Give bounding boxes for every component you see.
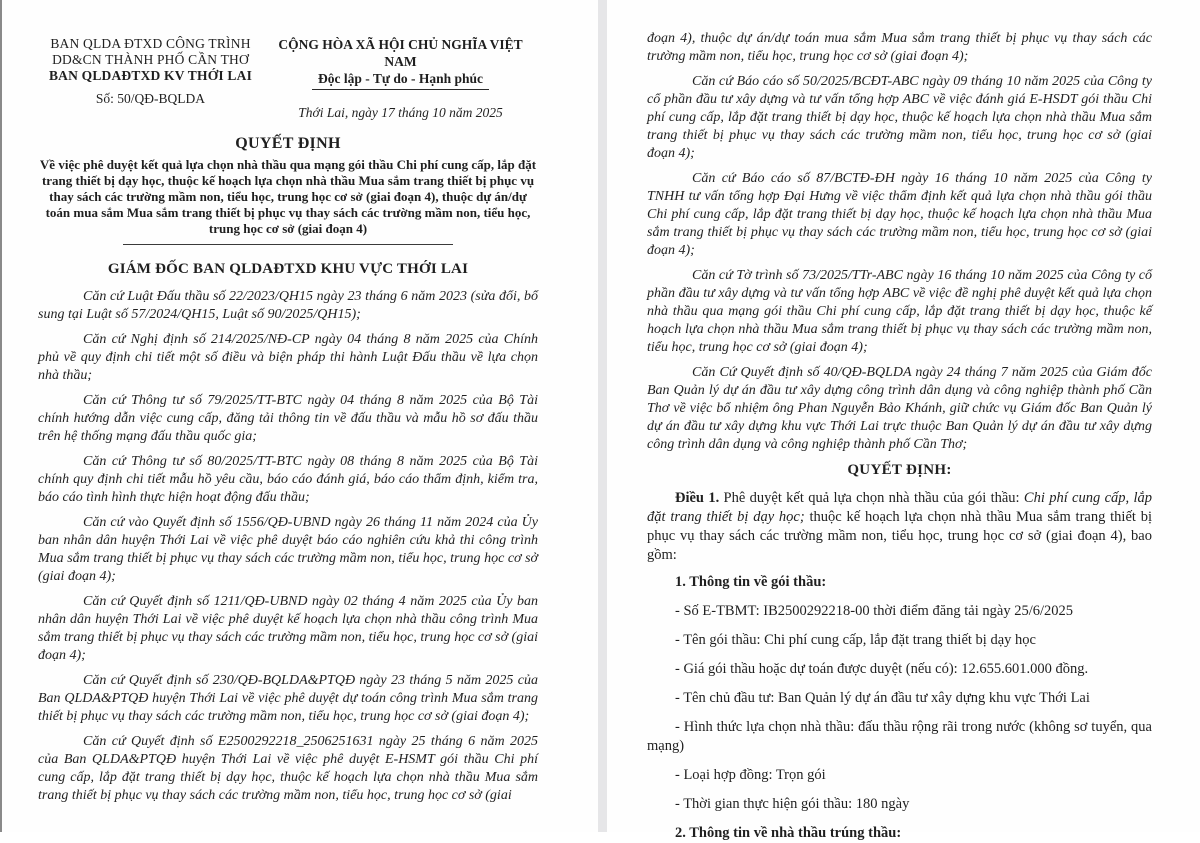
decision-heading: QUYẾT ĐỊNH: xyxy=(847,462,952,478)
package-info-item: - Số E-TBMT: IB2500292218-00 thời điểm đăng tải ngày 25/6/2025 xyxy=(675,603,1074,619)
recital-paragraph: Căn cứ Báo cáo số 87/BCTĐ-ĐH ngày 16 tháng 10 năm 2025 của Công ty TNHH tư vấn tổng hợp Đại Hưng về việc thẩm định kết quả lựa chọn nhà thầu gói thầu Chi phí cung cấp, lắp đặt trang thiết bị dạy học, thuộc kế hoạch lựa chọn nhà thầu Mua sắm trang thiết bị phục vụ thay sách các trường mầm non, tiểu học, trung học cơ sở (giai đoạn 4); xyxy=(647,171,1152,258)
national-motto: Độc lập - Tự do - Hạnh phúc xyxy=(312,71,489,90)
recital-paragraph: Căn cứ Quyết định số 230/QĐ-BQLDA&PTQĐ ngày 23 tháng 5 năm 2025 của Ban QLDA&PTQĐ huyện Thới Lai về việc phê duyệt dự toán công trình Mua sắm trang thiết bị phục vụ thay sách các trường mầm non, tiểu học, trung học cơ sở (giai đoạn 4); xyxy=(38,673,538,724)
recital-paragraph: Căn Cứ Quyết định số 40/QĐ-BQLDA ngày 24 tháng 7 năm 2025 của Giám đốc Ban Quản lý dự án đầu tư xây dựng công trình dân dụng và công nghiệp thành phố Cần Thơ về việc bổ nhiệm ông Phan Nguyễn Bảo Khánh, giữ chức vụ Giám đốc Ban Quản lý dự án đầu tư xây dựng khu vực Thới Lai trực thuộc Ban Quản lý dự án đầu tư xây dựng công trình dân dụng và công nghiệp thành phố Cần Thơ; xyxy=(647,365,1152,452)
place-and-date: Thới Lai, ngày 17 tháng 10 năm 2025 xyxy=(298,105,503,120)
org-line-2: DD&CN THÀNH PHỐ CẦN THƠ xyxy=(52,52,249,67)
package-info-item: - Giá gói thầu hoặc dự toán được duyệt (nếu có): 12.655.601.000 đồng. xyxy=(675,661,1089,677)
article-1-label: Điều 1. xyxy=(675,490,720,506)
issuing-org-block xyxy=(38,36,263,121)
section-1-heading: 1. Thông tin về gói thầu: xyxy=(675,574,827,590)
article-1-package-name: Chi phí cung cấp, lắp đặt trang thiết bị dạy học; xyxy=(647,490,1152,525)
package-info-list xyxy=(647,602,1152,814)
recital-paragraph: Căn cứ Quyết định số E2500292218_2506251631 ngày 25 tháng 6 năm 2025 của Ban QLDA&PTQĐ huyện Thới Lai về việc phê duyệt E-HSMT gói thầu Chi phí cung cấp, lắp đặt trang thiết bị dạy học, thuộc kế hoạch lựa chọn nhà thầu Mua sắm trang thiết bị phục vụ thay sách các trường mầm non, tiểu học, trung học cơ sở (giai xyxy=(38,734,538,803)
org-line-3: BAN QLDAĐTXD KV THỚI LAI xyxy=(48,68,253,83)
subtitle-rule xyxy=(123,244,453,245)
document-header xyxy=(38,36,538,121)
issuing-authority-heading: GIÁM ĐỐC BAN QLDAĐTXD KHU VỰC THỚI LAI xyxy=(107,261,469,277)
package-info-item: - Hình thức lựa chọn nhà thầu: đấu thầu rộng rãi trong nước (không sơ tuyển, qua mạng) xyxy=(647,719,1152,754)
article-1-text-after: thuộc kế hoạch lựa chọn nhà thầu Mua sắm trang thiết bị phục vụ thay sách các trường mầm non, tiểu học, trung học cơ sở (giai đoạn 4), bao gồm: xyxy=(647,509,1152,563)
left-recitals xyxy=(38,288,538,805)
article-1-text-before: Phê duyệt kết quả lựa chọn nhà thầu của gói thầu: xyxy=(719,490,1024,506)
document-number: Số: 50/QĐ-BQLDA xyxy=(95,91,206,106)
package-info-item: - Tên chủ đầu tư: Ban Quản lý dự án đầu tư xây dựng khu vực Thới Lai xyxy=(675,690,1090,706)
package-info-item: - Tên gói thầu: Chi phí cung cấp, lắp đặt trang thiết bị dạy học xyxy=(675,632,1036,648)
recital-paragraph: Căn cứ Thông tư số 80/2025/TT-BTC ngày 08 tháng 8 năm 2025 của Bộ Tài chính quy định chi tiết mẫu hồ yêu cầu, báo cáo đánh giá, báo cáo thẩm định, kiểm tra, báo cáo tình hình thực hiện hoạt động đấu thầu; xyxy=(38,454,538,505)
page-gutter xyxy=(598,0,607,832)
article-1-paragraph xyxy=(647,489,1152,565)
recital-paragraph: Căn cứ Thông tư số 79/2025/TT-BTC ngày 04 tháng 8 năm 2025 của Bộ Tài chính hướng dẫn việc cung cấp, đăng tải thông tin về đấu thầu và mẫu hồ sơ đấu thầu trên hệ thống mạng đấu thầu quốc gia; xyxy=(38,393,538,444)
recital-paragraph: Căn cứ Quyết định số 1211/QĐ-UBND ngày 02 tháng 4 năm 2025 của Ủy ban nhân dân huyện Thới Lai về việc phê duyệt kế hoạch lựa chọn nhà thầu công trình Mua sắm trang thiết bị phục vụ thay sách các trường mầm non, tiểu học, trung học cơ sở (giai đoạn 4); xyxy=(38,594,538,663)
national-header-block xyxy=(263,36,538,121)
document-subtitle: Về việc phê duyệt kết quả lựa chọn nhà thầu qua mạng gói thầu Chi phí cung cấp, lắp đặt trang thiết bị dạy học, thuộc kế hoạch lựa chọn nhà thầu Mua sắm trang thiết bị phục vụ thay sách các trường mầm non, tiểu học, trung học cơ sở (giai đoạn 4), thuộc dự án/dự toán mua sắm Mua sắm trang thiết bị phục vụ thay sách các trường mầm non, tiểu học, trung học cơ sở (giai đoạn 4) xyxy=(39,157,537,236)
recital-continuation: đoạn 4), thuộc dự án/dự toán mua sắm Mua sắm trang thiết bị phục vụ thay sách các trường mầm non, tiểu học, trung học cơ sở (giai đoạn 4); xyxy=(647,31,1152,64)
package-info-item: - Loại hợp đồng: Trọn gói xyxy=(675,767,826,783)
national-title: CỘNG HÒA XÃ HỘI CHỦ NGHĨA VIỆT NAM xyxy=(278,37,523,69)
page-right xyxy=(607,0,1200,841)
section-2-heading: 2. Thông tin về nhà thầu trúng thầu: xyxy=(675,825,902,841)
page-left xyxy=(0,0,598,832)
recital-paragraph: Căn cứ Luật Đấu thầu số 22/2023/QH15 ngày 23 tháng 6 năm 2023 (sửa đổi, bổ sung tại Luật số 57/2024/QH15, Luật số 90/2025/QH15); xyxy=(38,289,538,322)
right-recitals xyxy=(647,73,1152,454)
recital-paragraph: Căn cứ Nghị định số 214/2025/NĐ-CP ngày 04 tháng 8 năm 2025 của Chính phủ về quy định chi tiết một số điều và biện pháp thi hành Luật Đấu thầu về lựa chọn nhà thầu; xyxy=(38,332,538,383)
recital-paragraph: Căn cứ vào Quyết định số 1556/QĐ-UBND ngày 26 tháng 11 năm 2024 của Ủy ban nhân dân huyện Thới Lai về việc phê duyệt báo cáo nghiên cứu khả thi công trình Mua sắm trang thiết bị phục vụ thay sách các trường mầm non, tiểu học, trung học cơ sở (giai đoạn 4); xyxy=(38,515,538,584)
org-line-1: BAN QLDA ĐTXD CÔNG TRÌNH xyxy=(50,36,251,51)
recital-paragraph: Căn cứ Báo cáo số 50/2025/BCĐT-ABC ngày 09 tháng 10 năm 2025 của Công ty cổ phần đầu tư xây dựng và tư vấn tổng hợp ABC về việc đánh giá E-HSDT gói thầu Chi phí cung cấp, lắp đặt trang thiết bị dạy học, thuộc kế hoạch lựa chọn nhà thầu Mua sắm trang thiết bị phục vụ thay sách các trường mầm non, tiểu học, trung học cơ sở (giai đoạn 4); xyxy=(647,74,1152,161)
recital-paragraph: Căn cứ Tờ trình số 73/2025/TTr-ABC ngày 16 tháng 10 năm 2025 của Công ty cổ phần đầu tư xây dựng và tư vấn tổng hợp ABC về việc đề nghị phê duyệt kết quả lựa chọn nhà thầu qua mạng gói thầu Chi phí cung cấp, lắp đặt trang thiết bị dạy học, thuộc kế hoạch lựa chọn nhà thầu Mua sắm trang thiết bị phục vụ thay sách các trường mầm non, tiểu học, trung học cơ sở (giai đoạn 4); xyxy=(647,268,1152,355)
package-info-item: - Thời gian thực hiện gói thầu: 180 ngày xyxy=(675,796,910,812)
document-title: QUYẾT ĐỊNH xyxy=(235,135,341,152)
